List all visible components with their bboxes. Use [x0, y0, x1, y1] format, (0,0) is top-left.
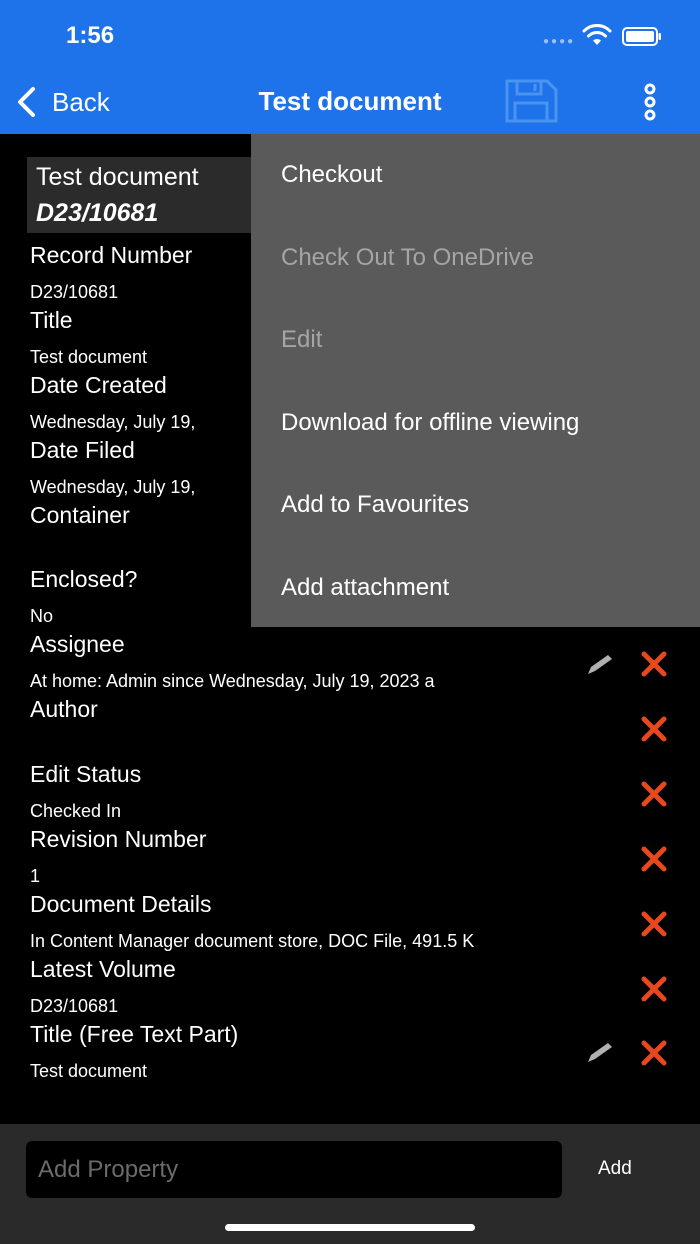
document-header — [27, 157, 257, 233]
property-value: At home: Admin since Wednesday, July 19, 2023 a — [30, 671, 435, 691]
edit-pencil-icon[interactable] — [586, 652, 614, 676]
nav-bar — [0, 0, 700, 134]
add-button[interactable]: Add — [598, 1158, 632, 1179]
menu-item-add-attachment[interactable]: Add attachment — [281, 574, 450, 601]
property-label: Revision Number — [30, 826, 207, 852]
home-indicator — [225, 1224, 475, 1231]
wifi-icon — [582, 24, 612, 46]
property-label: Assignee — [30, 631, 125, 657]
page-title: Test document — [258, 86, 442, 116]
property-value: Test document — [30, 1061, 148, 1081]
property-value: Wednesday, July 19, — [30, 412, 196, 432]
overflow-menu — [251, 134, 700, 627]
property-label: Title — [30, 307, 73, 333]
status-time: 1:56 — [66, 22, 115, 49]
property-label: Enclosed? — [30, 566, 138, 592]
back-button[interactable] — [14, 84, 110, 120]
delete-x-icon[interactable] — [640, 715, 668, 743]
chevron-left-icon — [14, 85, 38, 119]
delete-x-icon[interactable] — [640, 910, 668, 938]
edit-pencil-icon[interactable] — [586, 1040, 614, 1064]
document-header-number: D23/10681 — [36, 199, 159, 227]
property-value: In Content Manager document store, DOC File, 491.5 K — [30, 931, 475, 951]
property-label: Date Filed — [30, 437, 135, 463]
property-value: D23/10681 — [30, 996, 119, 1016]
delete-x-icon[interactable] — [640, 975, 668, 1003]
property-label: Author — [30, 696, 98, 722]
menu-item-add-to-favourites[interactable]: Add to Favourites — [281, 491, 470, 518]
property-label: Latest Volume — [30, 956, 176, 982]
add-property-bar — [0, 1124, 700, 1244]
property-label: Date Created — [30, 372, 167, 398]
battery-icon — [622, 27, 662, 46]
menu-item-checkout[interactable]: Checkout — [281, 161, 383, 188]
property-value: Wednesday, July 19, — [30, 477, 196, 497]
property-value: Test document — [30, 347, 148, 367]
property-value: D23/10681 — [30, 282, 119, 302]
save-disk-icon[interactable] — [503, 78, 559, 124]
document-header-title: Test document — [36, 163, 199, 191]
delete-x-icon[interactable] — [640, 780, 668, 808]
delete-x-icon[interactable] — [640, 845, 668, 873]
property-value: Checked In — [30, 801, 122, 821]
menu-item-edit: Edit — [281, 326, 323, 353]
delete-x-icon[interactable] — [640, 650, 668, 678]
property-label: Document Details — [30, 891, 212, 917]
property-label: Record Number — [30, 242, 193, 268]
back-label: Back — [52, 86, 110, 117]
signal-dots-icon: ●●●● — [543, 36, 576, 47]
property-value: 1 — [30, 866, 41, 886]
delete-x-icon[interactable] — [640, 1039, 668, 1067]
more-vertical-icon[interactable] — [634, 82, 666, 122]
property-label: Container — [30, 502, 130, 528]
menu-item-download-offline[interactable]: Download for offline viewing — [281, 409, 580, 436]
menu-item-check-out-to-onedrive: Check Out To OneDrive — [281, 244, 534, 271]
property-value: No — [30, 606, 54, 626]
property-label: Title (Free Text Part) — [30, 1021, 239, 1047]
property-label: Edit Status — [30, 761, 142, 787]
add-property-input[interactable] — [26, 1141, 562, 1198]
